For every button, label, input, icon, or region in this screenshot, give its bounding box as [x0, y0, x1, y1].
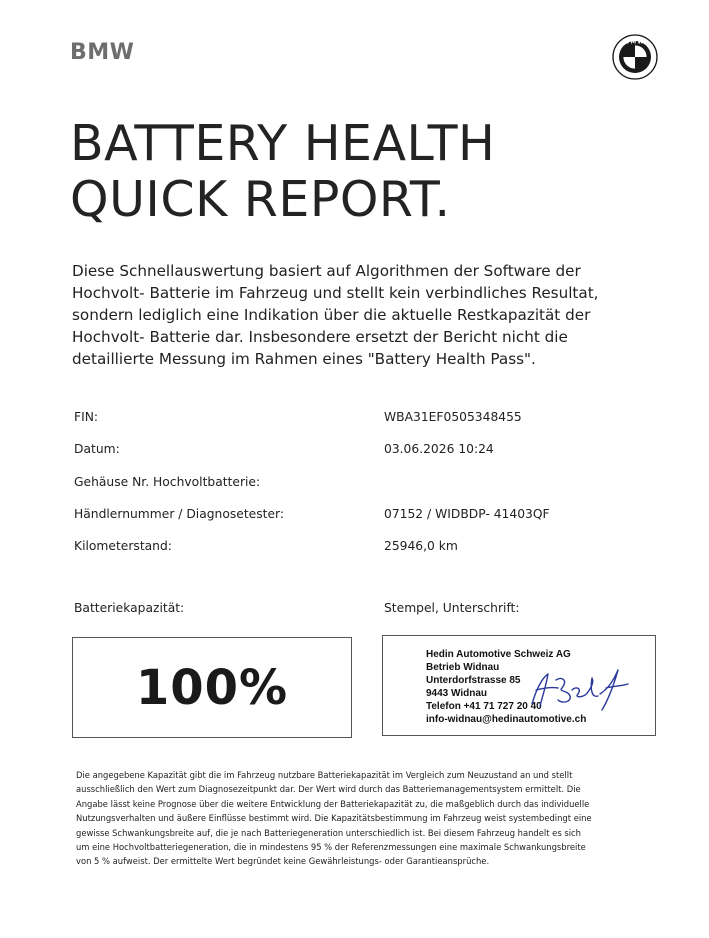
datum-value: 03.06.2026 10:24 — [384, 442, 494, 456]
fin-value: WBA31EF0505348455 — [384, 410, 522, 424]
handwritten-signature — [522, 660, 632, 714]
mileage-value: 25946,0 km — [384, 539, 458, 553]
disclaimer — [76, 768, 666, 869]
stamp-line: info-widnau@hedinautomotive.ch — [426, 714, 587, 725]
disclaimer-line: um eine Hochvoltbatteriegeneration, die in mindestens 95 % der Referenzmessungen eine maximale Schwankungsbreite — [76, 842, 586, 853]
title-line-1: BATTERY HEALTH — [70, 115, 496, 172]
capacity-value: 100% — [135, 659, 289, 716]
disclaimer-line: gewisse Schwankungsbreite auf, die je nach Batteriegeneration unterschiedlich ist. Bei diesem Fahrzeug handelt es sich — [76, 827, 581, 838]
disclaimer-line: Angabe lässt keine Prognose über die weitere Entwicklung der Batteriekapazität zu, die maßgeblich durch das individuelle — [76, 798, 590, 809]
disclaimer-line: Die angegebene Kapazität gibt die im Fahrzeug nutzbare Batteriekapazität im Vergleich zum Neuzustand an und stellt — [76, 770, 573, 780]
stamp-line: Hedin Automotive Schweiz AG — [426, 649, 571, 660]
bmw-logo-icon — [612, 34, 658, 80]
disclaimer-line: von 5 % aufweist. Der ermittelte Wert begründet keine Gewährleistungs- oder Garantieansprüche. — [76, 856, 490, 867]
capacity-label: Batteriekapazität: — [74, 601, 185, 615]
title-line-2: QUICK REPORT. — [70, 171, 451, 228]
stamp-label: Stempel, Unterschrift: — [384, 601, 520, 615]
brand-name: BMW — [70, 40, 135, 65]
stamp-line: Telefon +41 71 727 20 40 — [426, 701, 542, 712]
stamp-line: Betrieb Widnau — [426, 662, 500, 673]
intro-line: Hochvolt- Batterie im Fahrzeug und stellt kein verbindliches Resultat, — [72, 284, 599, 302]
stamp-line: Unterdorfstrasse 85 — [426, 675, 521, 686]
disclaimer-line: ausschließlich den Wert zum Diagnosezeitpunkt dar. Der Wert wird durch das Batteriemanagementsystem ermittelt. Die — [76, 784, 581, 795]
capacity-box — [72, 637, 352, 738]
disclaimer-line: Nutzungsverhalten und äußere Einflüsse bestimmt wird. Die Kapazitätsbestimmung im Fahrzeug weist systembedingt eine — [76, 813, 592, 824]
stamp-line: 9443 Widnau — [426, 688, 488, 699]
report-title — [70, 116, 495, 228]
intro-line: detaillierte Messung im Rahmen eines "Battery Health Pass". — [72, 350, 536, 368]
intro-line: sondern lediglich eine Indikation über die aktuelle Restkapazität der — [72, 306, 591, 324]
intro-paragraph — [72, 260, 672, 370]
dealer-number-label: Händlernummer / Diagnosetester: — [74, 507, 285, 521]
intro-line: Hochvolt- Batterie dar. Insbesondere ersetzt der Bericht nicht die — [72, 328, 568, 346]
dealer-number-value: 07152 / WIDBDP- 41403QF — [384, 507, 550, 521]
datum-label: Datum: — [74, 442, 120, 456]
battery-housing-label: Gehäuse Nr. Hochvoltbatterie: — [74, 475, 261, 489]
intro-line: Diese Schnellauswertung basiert auf Algorithmen der Software der — [72, 262, 581, 280]
logo-letters: BMW — [624, 39, 646, 46]
mileage-label: Kilometerstand: — [74, 539, 172, 553]
fin-label: FIN: — [74, 410, 99, 424]
